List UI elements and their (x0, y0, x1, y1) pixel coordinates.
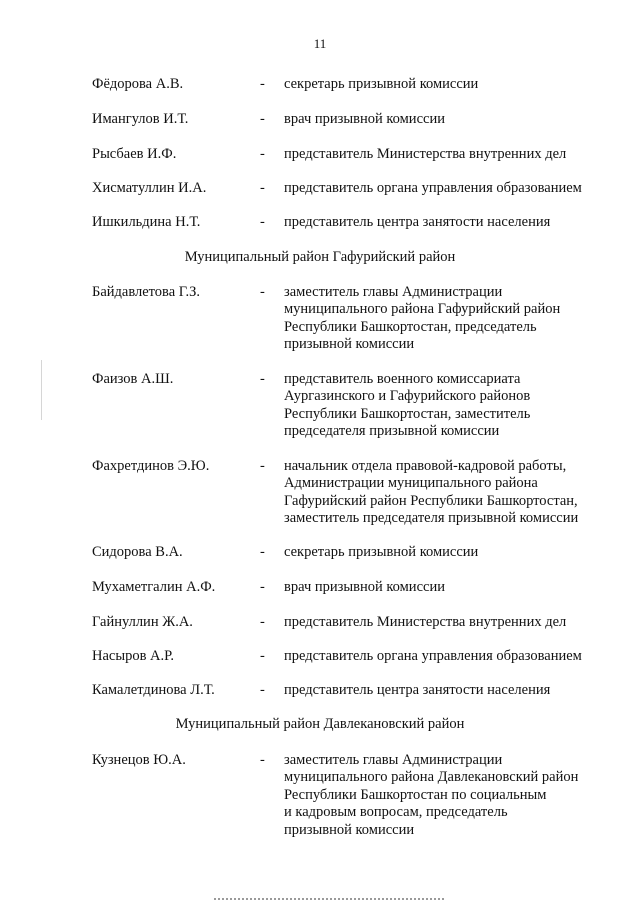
member-role (284, 371, 614, 441)
role-line: муниципального района Давлекановский район (284, 769, 579, 786)
dash-separator: - (260, 284, 265, 300)
dash-separator: - (260, 458, 265, 474)
member-role (284, 146, 614, 163)
member-role (284, 648, 614, 665)
role-line: Республики Башкортостан, заместитель (284, 405, 531, 422)
member-name: Насыров А.Р. (92, 648, 175, 664)
member-name: Мухаметгалин А.Ф. (92, 579, 216, 595)
dash-separator: - (260, 111, 265, 127)
member-role (284, 284, 614, 354)
role-line: представитель центра занятости населения (284, 682, 551, 698)
dash-separator: - (260, 648, 265, 664)
role-line: представитель центра занятости населения (284, 214, 551, 230)
dash-separator: - (260, 682, 265, 698)
member-role (284, 682, 614, 699)
dash-separator: - (260, 579, 265, 595)
scan-bottom-artifact (214, 898, 444, 902)
role-line: представитель военного комиссариата (284, 371, 521, 387)
member-name: Рысбаев И.Ф. (92, 146, 177, 162)
member-role (284, 544, 614, 561)
member-role (284, 752, 614, 839)
role-line: представитель Министерства внутренних дел (284, 614, 567, 630)
dash-separator: - (260, 146, 265, 162)
role-line: представитель органа управления образованием (284, 180, 582, 196)
member-name: Имангулов И.Т. (92, 111, 189, 127)
member-name: Кузнецов Ю.А. (92, 752, 186, 768)
role-line: секретарь призывной комиссии (284, 76, 479, 92)
scan-margin-line (41, 360, 42, 420)
role-line: муниципального района Гафурийский район (284, 301, 561, 318)
dash-separator: - (260, 614, 265, 630)
role-line: врач призывной комиссии (284, 111, 445, 127)
dash-separator: - (260, 180, 265, 196)
dash-separator: - (260, 752, 265, 768)
role-line: представитель Министерства внутренних дел (284, 146, 567, 162)
role-line: призывной комиссии (284, 336, 415, 353)
member-role (284, 458, 614, 528)
member-name: Фаизов А.Ш. (92, 371, 174, 387)
member-name: Байдавлетова Г.З. (92, 284, 201, 300)
role-line: начальник отдела правовой-кадровой работы, (284, 458, 567, 474)
member-role (284, 614, 614, 631)
dash-separator: - (260, 371, 265, 387)
section-heading: Муниципальный район Давлекановский район (175, 716, 465, 732)
section-heading: Муниципальный район Гафурийский район (184, 249, 456, 265)
role-line: заместитель главы Администрации (284, 284, 503, 300)
member-name: Фахретдинов Э.Ю. (92, 458, 210, 474)
role-line: представитель органа управления образованием (284, 648, 582, 664)
role-line: и кадровым вопросам, председатель (284, 804, 508, 821)
role-line: Администрации муниципального района (284, 475, 538, 492)
role-line: Аургазинского и Гафурийского районов (284, 388, 531, 405)
role-line: призывной комиссии (284, 821, 415, 838)
role-line: секретарь призывной комиссии (284, 544, 479, 560)
member-name: Хисматуллин И.А. (92, 180, 207, 196)
member-role (284, 180, 614, 197)
member-name: Гайнуллин Ж.А. (92, 614, 193, 630)
dash-separator: - (260, 76, 265, 92)
dash-separator: - (260, 214, 265, 230)
member-name: Сидорова В.А. (92, 544, 183, 560)
member-role (284, 214, 614, 231)
role-line: председателя призывной комиссии (284, 423, 500, 440)
member-role (284, 76, 614, 93)
page-number: 11 (313, 36, 327, 51)
role-line: заместитель председателя призывной комиссии (284, 510, 579, 527)
role-line: Республики Башкортостан по социальным (284, 786, 547, 803)
member-role (284, 579, 614, 596)
member-name: Ишкильдина Н.Т. (92, 214, 201, 230)
member-name: Камалетдинова Л.Т. (92, 682, 215, 698)
role-line: Гафурийский район Республики Башкортостан, (284, 492, 578, 509)
role-line: Республики Башкортостан, председатель (284, 318, 537, 335)
dash-separator: - (260, 544, 265, 560)
role-line: врач призывной комиссии (284, 579, 445, 595)
member-role (284, 111, 614, 128)
member-name: Фёдорова А.В. (92, 76, 184, 92)
role-line: заместитель главы Администрации (284, 752, 503, 768)
